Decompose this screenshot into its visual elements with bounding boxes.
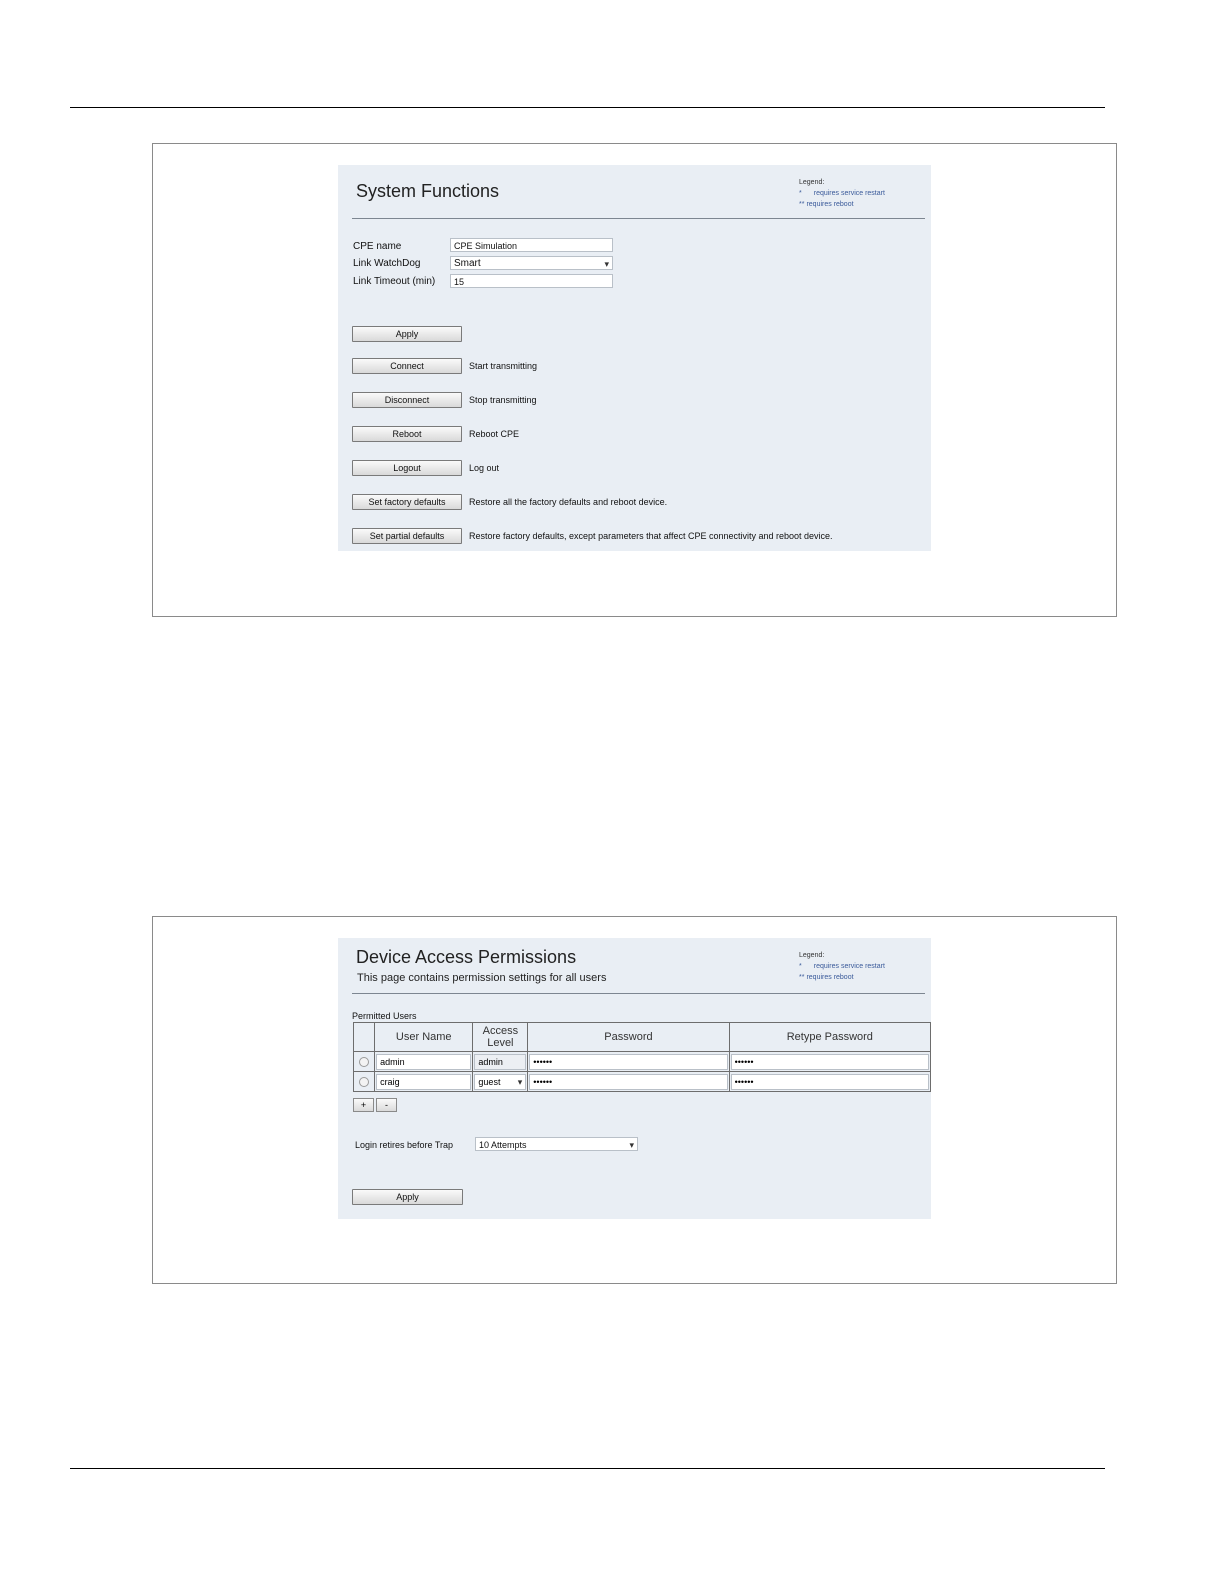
users-table	[353, 1022, 931, 1092]
legend-item-service-restart: requires service restart	[813, 190, 885, 197]
apply-button[interactable]: Apply	[352, 1189, 463, 1205]
access-level-value: guest	[478, 1076, 501, 1087]
retype-password-input[interactable]: ••••••	[731, 1074, 929, 1090]
link-watchdog-select[interactable]	[450, 256, 613, 270]
password-column-header: Password	[528, 1023, 729, 1052]
row-select-radio[interactable]	[359, 1077, 369, 1087]
select-column-header	[354, 1023, 375, 1052]
legend-marker: **	[799, 974, 805, 981]
set-factory-defaults-button[interactable]: Set factory defaults	[352, 494, 462, 510]
set-partial-defaults-button[interactable]: Set partial defaults	[352, 528, 462, 544]
logout-description: Log out	[469, 463, 500, 473]
link-watchdog-label: Link WatchDog	[353, 258, 421, 269]
legend-heading: Legend:	[799, 952, 825, 959]
legend-heading: Legend:	[799, 179, 825, 186]
login-retries-select[interactable]	[475, 1137, 638, 1151]
page-subtitle: This page contains permission settings for all users	[357, 972, 607, 984]
apply-button[interactable]: Apply	[352, 326, 462, 342]
title-divider	[352, 218, 925, 219]
user-name-column-header: User Name	[375, 1023, 473, 1052]
user-name-input[interactable]: craig	[376, 1074, 471, 1090]
legend-marker: *	[799, 190, 802, 197]
table-row	[354, 1072, 931, 1092]
footer-rule	[70, 1468, 1105, 1469]
legend	[799, 177, 885, 210]
remove-user-button[interactable]: -	[376, 1098, 397, 1112]
retype-password-column-header: Retype Password	[729, 1023, 930, 1052]
login-retries-value: 10 Attempts	[479, 1140, 527, 1150]
retype-password-input[interactable]: ••••••	[731, 1054, 929, 1070]
access-level-select[interactable]	[474, 1074, 526, 1090]
user-name-input[interactable]: admin	[376, 1054, 471, 1070]
legend-marker: **	[799, 201, 805, 208]
reboot-description: Reboot CPE	[469, 429, 520, 439]
permitted-users-label: Permitted Users	[352, 1011, 417, 1021]
link-timeout-label: Link Timeout (min)	[353, 276, 436, 287]
add-user-button[interactable]: +	[353, 1098, 374, 1112]
header-rule	[70, 107, 1105, 108]
row-select-radio[interactable]	[359, 1057, 369, 1067]
access-level-readonly: admin	[474, 1054, 526, 1070]
cpe-name-label: CPE name	[353, 241, 402, 252]
legend-item-service-restart: requires service restart	[813, 963, 885, 970]
set-factory-defaults-description: Restore all the factory defaults and reboot device.	[469, 497, 668, 507]
set-partial-defaults-description: Restore factory defaults, except parameters that affect CPE connectivity and reboot device.	[469, 531, 833, 541]
reboot-button[interactable]: Reboot	[352, 426, 462, 442]
disconnect-button[interactable]: Disconnect	[352, 392, 462, 408]
page-title: Device Access Permissions	[356, 947, 577, 967]
password-input[interactable]: ••••••	[529, 1074, 727, 1090]
password-input[interactable]: ••••••	[529, 1054, 727, 1070]
table-row	[354, 1052, 931, 1072]
disconnect-description: Stop transmitting	[469, 395, 537, 405]
connect-button[interactable]: Connect	[352, 358, 462, 374]
legend-item-reboot: requires reboot	[806, 974, 854, 981]
cpe-name-input[interactable]: CPE Simulation	[450, 238, 613, 252]
title-divider	[352, 993, 925, 994]
logout-button[interactable]: Logout	[352, 460, 462, 476]
link-timeout-input[interactable]: 15	[450, 274, 613, 288]
legend-marker: *	[799, 963, 802, 970]
system-functions-panel	[338, 165, 931, 551]
link-watchdog-value: Smart	[454, 258, 481, 269]
login-retries-label: Login retires before Trap	[355, 1140, 454, 1150]
connect-description: Start transmitting	[469, 361, 538, 371]
legend-item-reboot: requires reboot	[806, 201, 854, 208]
access-level-column-header: Access Level	[473, 1023, 528, 1052]
legend	[799, 950, 885, 983]
page-title: System Functions	[356, 181, 500, 201]
device-access-panel	[338, 938, 931, 1219]
